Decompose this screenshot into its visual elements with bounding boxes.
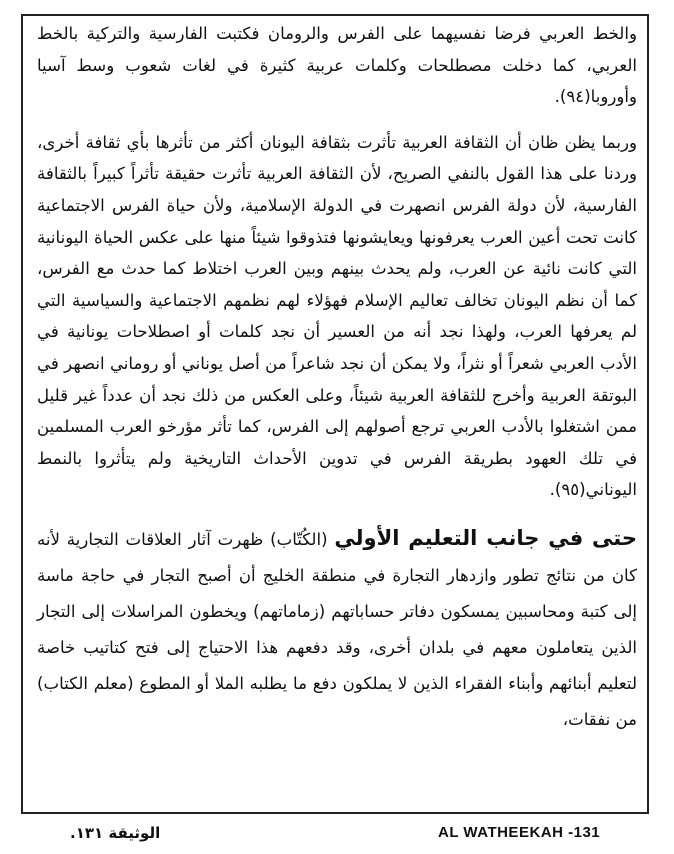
paragraph-1: والخط العربي فرضا نفسيهما على الفرس والرومان فكتبت الفارسية والتركية بالخط العربي، كما دخلت مصطلحات وكلمات عربية كثيرة في لغات شعوب وسط آسيا وأوروبا(٩٤). — [37, 24, 637, 107]
section-heading: حتى في جانب التعليم الأولي — [334, 525, 637, 550]
section-heading-note: (الكُتّاب) — [270, 529, 328, 549]
section-paragraph — [37, 520, 637, 738]
page-footer — [0, 824, 674, 846]
paragraph-2: وربما يظن ظان أن الثقافة العربية تأثرت بثقافة اليونان أكثر من تأثرها بأي ثقافة أخرى، وردنا على هذا القول بالنفي الصريح، لأن الثقافة العربية تأثرت حقيقة تأثراً كبيراً بالثقافة الفارسية، لأن دولة الفرس انصهرت في الدولة الإسلامية، ولأن حياة الفرس الاجتماعية كانت تحت أعين العرب يعرفونها ويعايشونها فتذوقوا شيئاً منها على عكس الحياة اليونانية التي كانت نائية عن العرب، ولم يحدث بينهم وبين العرب اختلاط كما حدث مع الفرس، كما أن نظم اليونان تخالف تعاليم الإسلام فهؤلاء لهم نظمهم الاجتماعية والسياسية التي لم يعرفها العرب، ولهذا نجد أنه من العسير أن نجد كلمات أو اصطلاحات يونانية في الأدب العربي شعراً أو نثراً، ولا يمكن أن نجد شاعراً من أصل يوناني أو روماني انصهر في البوتقة العربية وأخرج للثقافة العربية شيئاً، وعلى العكس من ذلك نجد أن عدداً غير قليل ممن اشتغلوا بالأدب العربي ترجع أصولهم إلى الفرس، كما تأثر مؤرخو العرب المسلمين في تلك العهود بطريقة الفرس في تدوين الأحداث التاريخية ولم يتأثروا بالنمط اليوناني(٩٥). — [37, 132, 637, 500]
section-text: ظهرت آثار العلاقات التجارية لأنه كان من نتائج تطور وازدهار التجارة في منطقة الخليج أن أصبح التجار في حاجة ماسة إلى كتبة ومحاسبين يمسكون دفاتر حساباتهم (زماماتهم) ويخطون المراسلات إلى التجار الذين يتعاملون معهم في بلدان أخرى، وقد دفعهم هذا الاحتياج إلى فتح كتاتيب خاصة لتعليم أبنائهم وأبناء الفقراء الذين لا يملكون دفع ما يطلبه الملا أو المطوع (معلم الكتاب) من نفقات، — [37, 529, 637, 729]
footer-journal-page-arabic: الوثيقة ١٣١. — [70, 824, 161, 842]
footer-journal-page: AL WATHEEKAH -131 — [438, 824, 601, 841]
article-body — [37, 18, 637, 738]
